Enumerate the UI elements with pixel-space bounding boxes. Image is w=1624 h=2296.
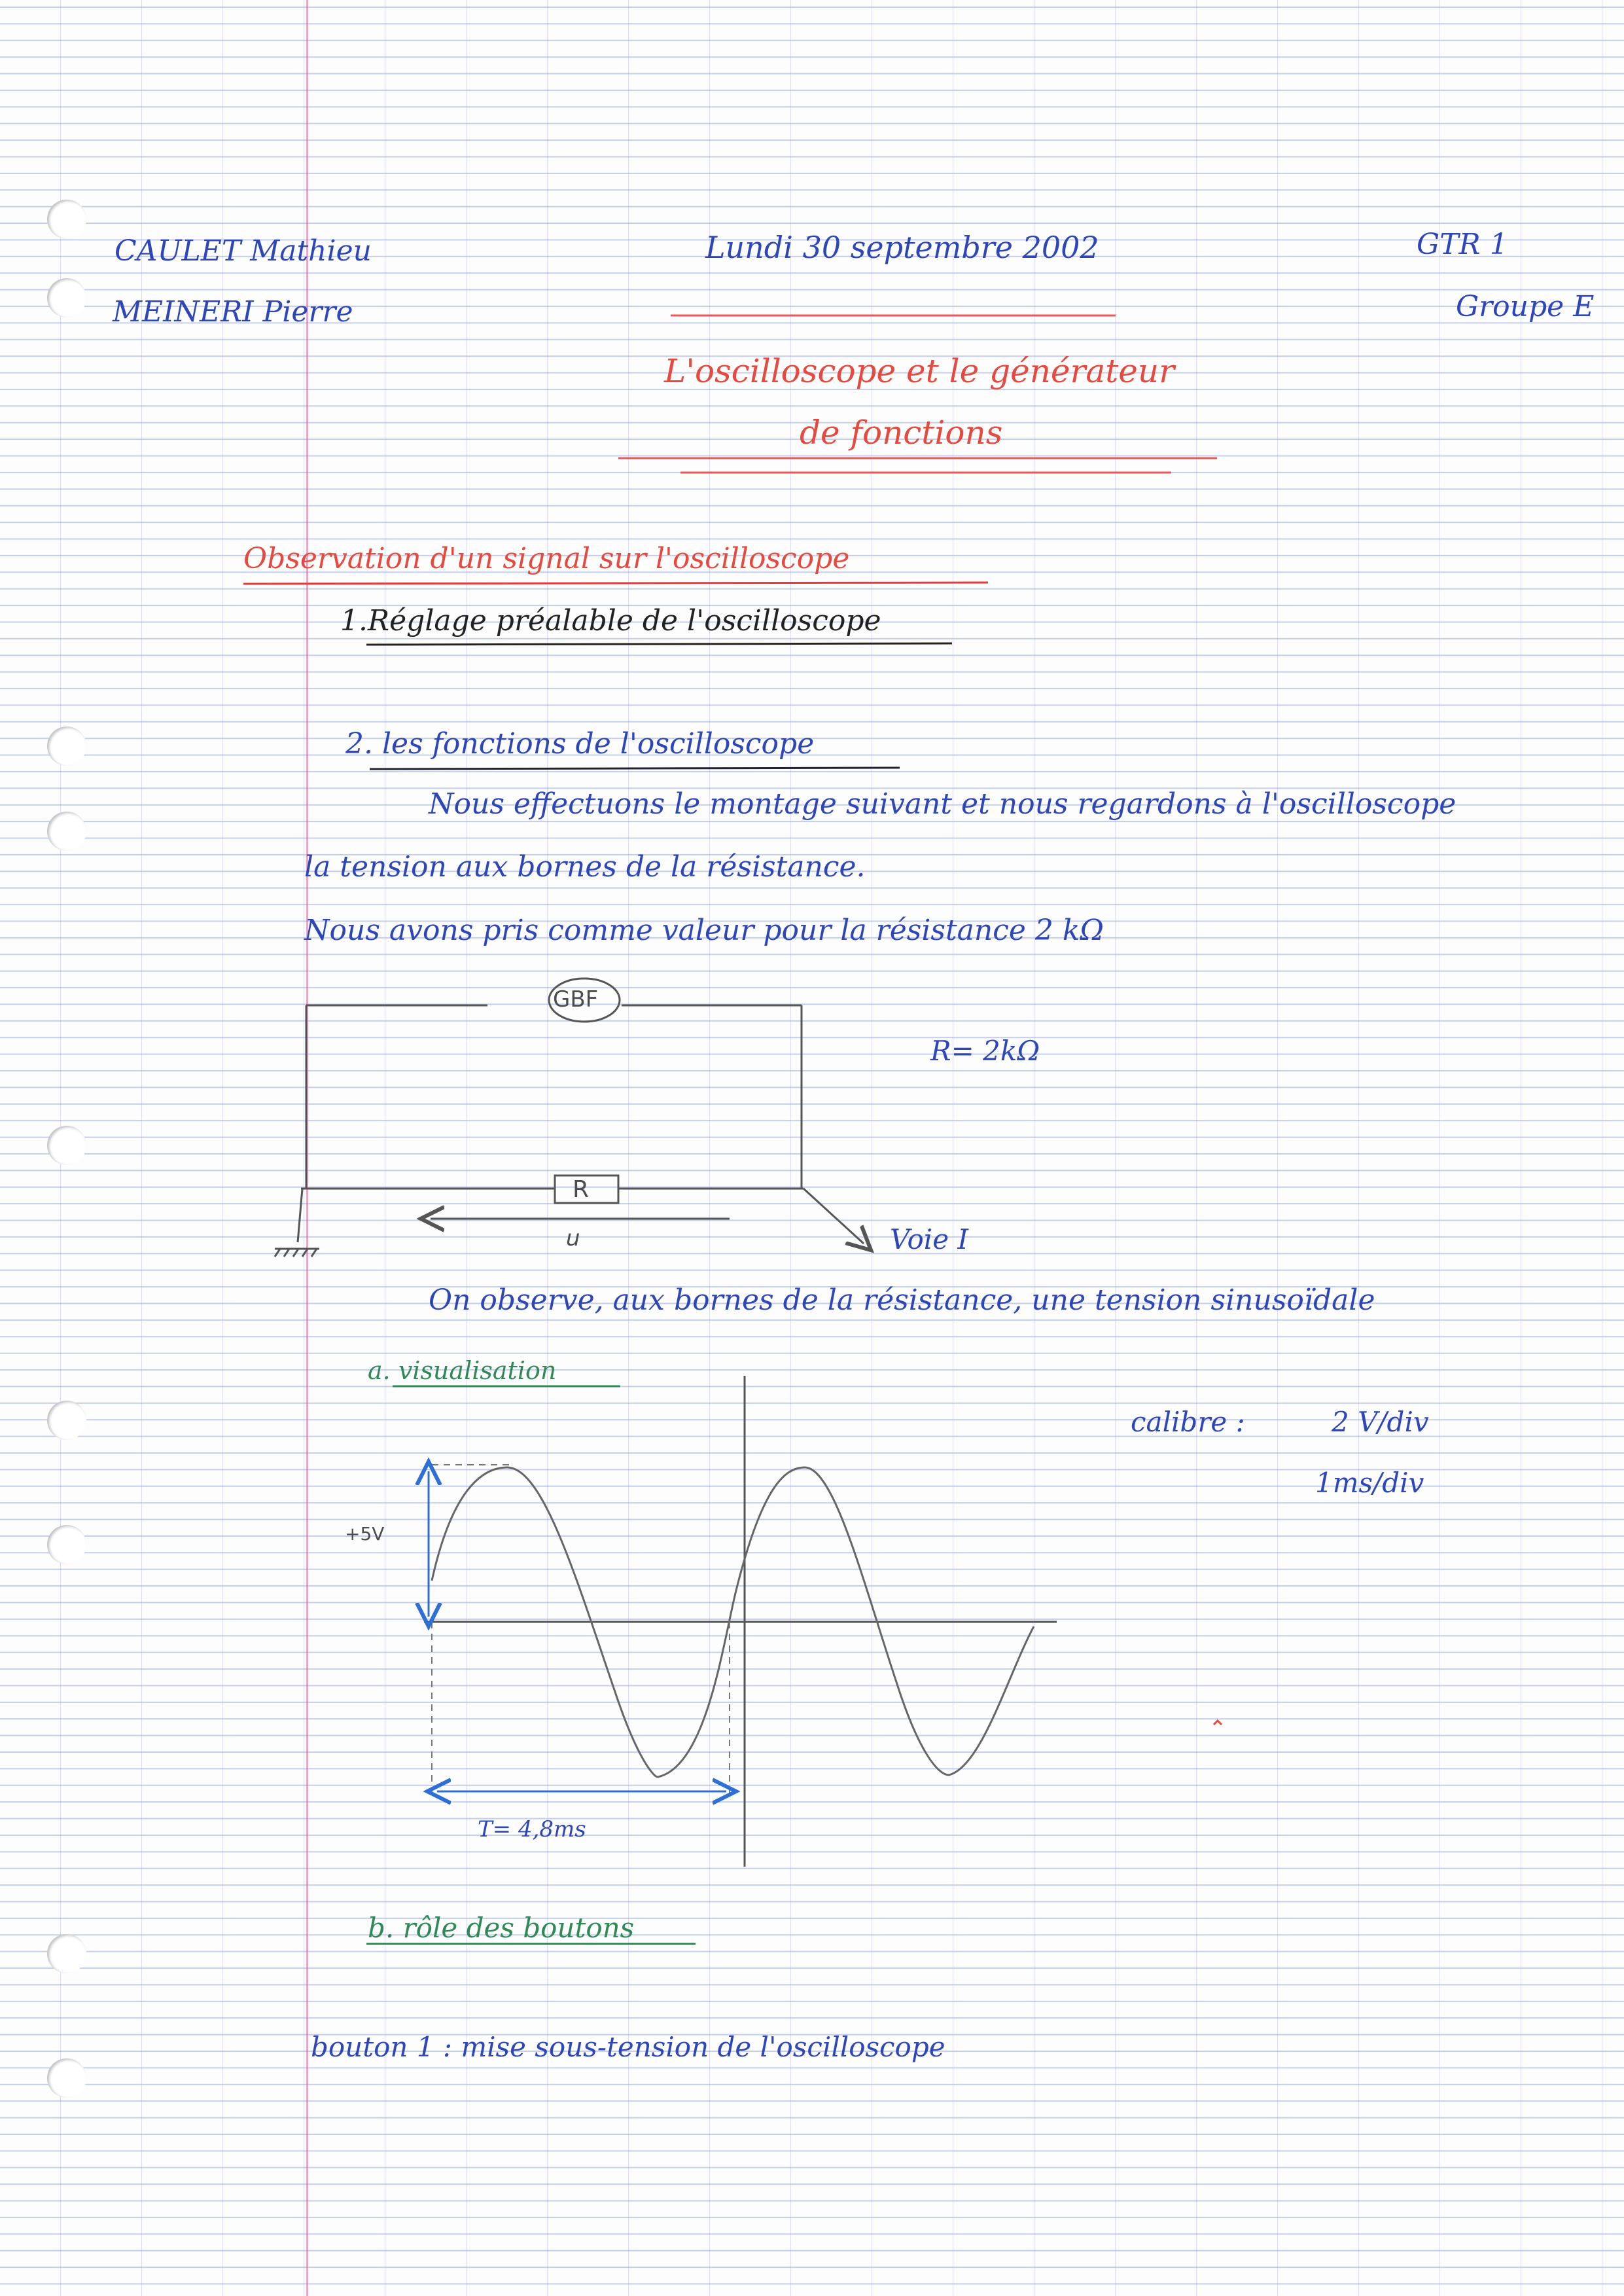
ink-mark (1214, 1721, 1222, 1725)
paragraph-1-line-1: Nous effectuons le montage suivant et nous regardons à l'oscilloscope (429, 787, 1456, 821)
section-underline (243, 583, 988, 584)
voltage-label: u (566, 1225, 580, 1251)
oscillogram (424, 1376, 1057, 1867)
caliber-volts: 2 V/div (1332, 1406, 1429, 1438)
subheading-buttons: b. rôle des boutons (368, 1912, 635, 1944)
paragraph-1-line-2: la tension aux bornes de la résistance. (304, 850, 866, 884)
circuit-diagram (275, 978, 864, 1257)
caliber-time: 1ms/div (1315, 1467, 1424, 1499)
subsection-2-underline (370, 768, 900, 769)
date: Lundi 30 septembre 2002 (705, 230, 1099, 265)
student-name-2: MEINERI Pierre (113, 295, 353, 329)
amplitude-label: +5V (345, 1523, 385, 1545)
subsection-1-underline (366, 643, 952, 645)
caliber-label: calibre : (1131, 1406, 1245, 1438)
section-heading: Observation d'un signal sur l'oscilloscope (243, 542, 850, 575)
group-label: Groupe E (1456, 290, 1595, 323)
paragraph-2: Nous avons pris comme valeur pour la résistance 2 kΩ (304, 914, 1104, 947)
title-line-2: de fonctions (800, 414, 1003, 452)
student-name-1: CAULET Mathieu (115, 234, 372, 268)
resistor-label: R (573, 1176, 590, 1203)
period-label: T= 4,8ms (478, 1816, 586, 1842)
button-1-description: bouton 1 : mise sous-tension de l'oscilloscope (311, 2031, 945, 2063)
class-label: GTR 1 (1417, 228, 1508, 261)
paragraph-3: On observe, aux bornes de la résistance, une tension sinusoïdale (429, 1283, 1375, 1317)
generator-label: GBF (553, 986, 599, 1013)
subsection-2-heading: 2. les fonctions de l'oscilloscope (345, 727, 815, 761)
title-line-1: L'oscilloscope et le générateur (664, 352, 1174, 390)
probe-channel-label: Voie I (890, 1223, 968, 1255)
resistance-value: R= 2kΩ (930, 1035, 1040, 1067)
subsection-1-heading: 1.Réglage préalable de l'oscilloscope (340, 604, 881, 637)
subheading-visualisation: a. visualisation (368, 1356, 557, 1385)
